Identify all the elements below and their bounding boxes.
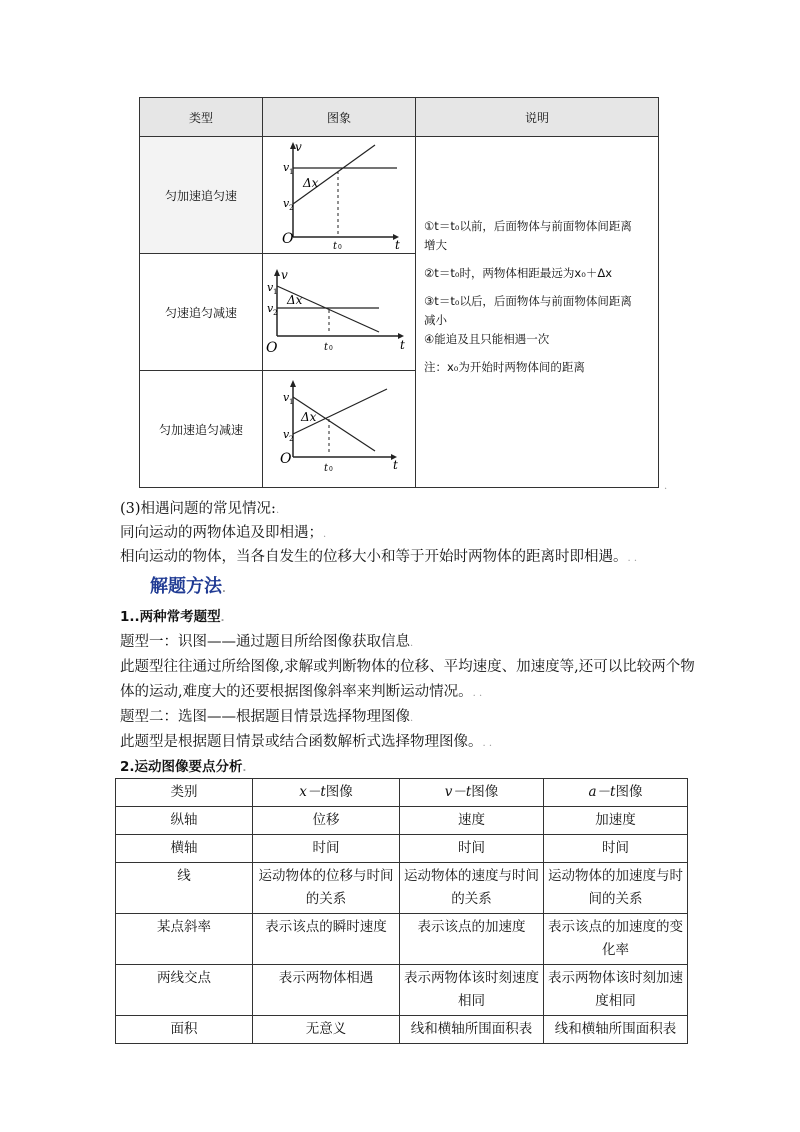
header-at [544,779,688,807]
cell: 时间 [400,835,544,863]
note-4: ④能追及且只能相遇一次 [424,332,550,346]
cell: 表示该点的瞬时速度 [253,914,400,965]
dot-mark: . [664,481,668,492]
dot-mark: . [275,505,280,516]
sub-1: 1 [289,398,294,406]
row-label: 两线交点 [116,965,253,1016]
suffix: 图像 [615,784,643,800]
cell: 表示两物体相遇 [253,965,400,1016]
label-dx: Δx [303,176,319,190]
cell: 位移 [253,807,400,835]
dot-mark: . [410,713,414,724]
label-v2: v [283,197,290,210]
cell: 表示两物体该时刻加速度相同 [544,965,688,1016]
axis-t: t [393,458,398,472]
note-1b: 增大 [424,238,447,252]
cell: 加速度 [544,807,688,835]
type-name: 匀加速追匀减速 [140,371,263,488]
type-name: 匀速追匀减速 [140,254,263,371]
text: 题型二：选图——根据题目情景选择物理图像 [120,709,410,725]
origin: O [280,451,292,467]
graph-cell [263,137,416,254]
cell: 运动物体的速度与时间的关系 [400,863,544,914]
row-label: 面积 [116,1016,253,1044]
dot-mark: . . [627,553,638,564]
sub-1: 1 [289,168,294,176]
text: 相向运动的物体，当各自发生的位移大小和等于开始时两物体的距离时即相遇。 [120,549,628,565]
dot-mark: . [242,763,247,774]
header-desc: 说明 [416,98,659,137]
label-t0: t [324,463,329,474]
sub-0: 0 [338,244,342,249]
note-5: 注：x₀为开始时两物体间的距离 [424,360,585,374]
note-1: ①t＝t₀以前，后面物体与前面物体间距离 [424,219,632,233]
header-vt [400,779,544,807]
note-3b: 减小 [424,313,447,327]
text: 解题方法 [150,576,222,597]
cell: 运动物体的位移与时间的关系 [253,863,400,914]
text: 题型一：识图——通过题目所给图像获取信息 [120,634,410,650]
text: 此题型往往通过所给图像,求解或判断物体的位移、平均速度、加速度等,还可以比较两个物 [120,659,695,675]
row-label: 纵轴 [116,807,253,835]
var: v－t [444,784,472,800]
label-v2: v [283,428,290,441]
label-dx: Δx [287,293,303,307]
label-dx: Δx [301,410,317,424]
cell: 时间 [253,835,400,863]
note-3: ③t＝t₀以后，后面物体与前面物体间距离 [424,294,632,308]
cell: 运动物体的加速度与时间的关系 [544,863,688,914]
var: a－t [588,784,616,800]
cell: 表示该点的加速度的变化率 [544,914,688,965]
graph-cell [263,254,416,371]
body-line [120,545,637,566]
label-v1: v [283,161,290,174]
label-v1: v [283,391,290,404]
sub-2: 2 [289,435,294,443]
note-2: ②t＝t₀时，两物体相距最远为x₀＋Δx [424,266,613,280]
dot-mark: . . [472,688,483,699]
origin: O [266,340,278,356]
text: 此题型是根据题目情景或结合函数解析式选择物理图像。 [120,734,483,750]
text: 体的运动,难度大的还要根据图像斜率来判断运动情况。 [120,684,473,700]
label-v2: v [267,302,274,315]
axis-v: v [295,140,302,154]
explanation-cell [416,137,659,488]
cell: 表示该点的加速度 [400,914,544,965]
cell: 线和横轴所围面积表 [400,1016,544,1044]
header-graph: 图象 [263,98,416,137]
dot-mark: . [222,584,226,595]
cell: 线和横轴所围面积表 [544,1016,688,1044]
sub-0: 0 [329,345,333,352]
row-label: 线 [116,863,253,914]
graph-uniform-chase-decel [263,254,413,366]
sub-2: 2 [289,204,294,212]
dot-mark: . [323,529,327,540]
row-label: 横轴 [116,835,253,863]
section-heading [150,572,226,598]
var: x－t [299,784,326,800]
body-line [120,680,482,701]
graph-accel-chase-decel [263,371,413,483]
axis-t: t [395,238,400,249]
cell: 表示两物体该时刻速度相同 [400,965,544,1016]
label-v1: v [267,281,274,294]
subheading [120,755,246,775]
label-t0: t [324,342,329,353]
dot-mark: . [220,613,225,624]
chase-types-table [139,97,659,488]
body-line [120,705,413,726]
dot-mark: . [410,638,414,649]
sub-2: 2 [273,309,278,317]
subheading [120,605,224,625]
graph-cell [263,371,416,488]
body-line [120,497,279,518]
text: (3)相遇问题的常见情况: [120,501,276,517]
body-line [120,730,492,751]
axis-t: t [400,338,405,352]
text: 同向运动的两物体追及即相遇； [120,525,323,541]
row-label: 某点斜率 [116,914,253,965]
cell: 时间 [544,835,688,863]
header-xt [253,779,400,807]
suffix: 图像 [325,784,353,800]
type-name: 匀加速追匀速 [140,137,263,254]
header-type: 类型 [140,98,263,137]
origin: O [282,231,294,247]
label-t0: t [333,241,338,249]
body-line [120,655,695,676]
text: 2.运动图像要点分析 [120,759,243,775]
body-line [120,630,413,651]
cell: 速度 [400,807,544,835]
sub-1: 1 [273,288,278,296]
motion-graph-analysis-table [115,778,688,1044]
sub-0: 0 [329,466,333,473]
dot-mark: . . [482,738,493,749]
text: 1..两种常考题型 [120,609,221,625]
header-category: 类别 [116,779,253,807]
body-line [120,521,326,542]
cell: 无意义 [253,1016,400,1044]
graph-accel-chase-uniform [263,137,413,249]
suffix: 图像 [471,784,499,800]
axis-v: v [281,268,288,282]
